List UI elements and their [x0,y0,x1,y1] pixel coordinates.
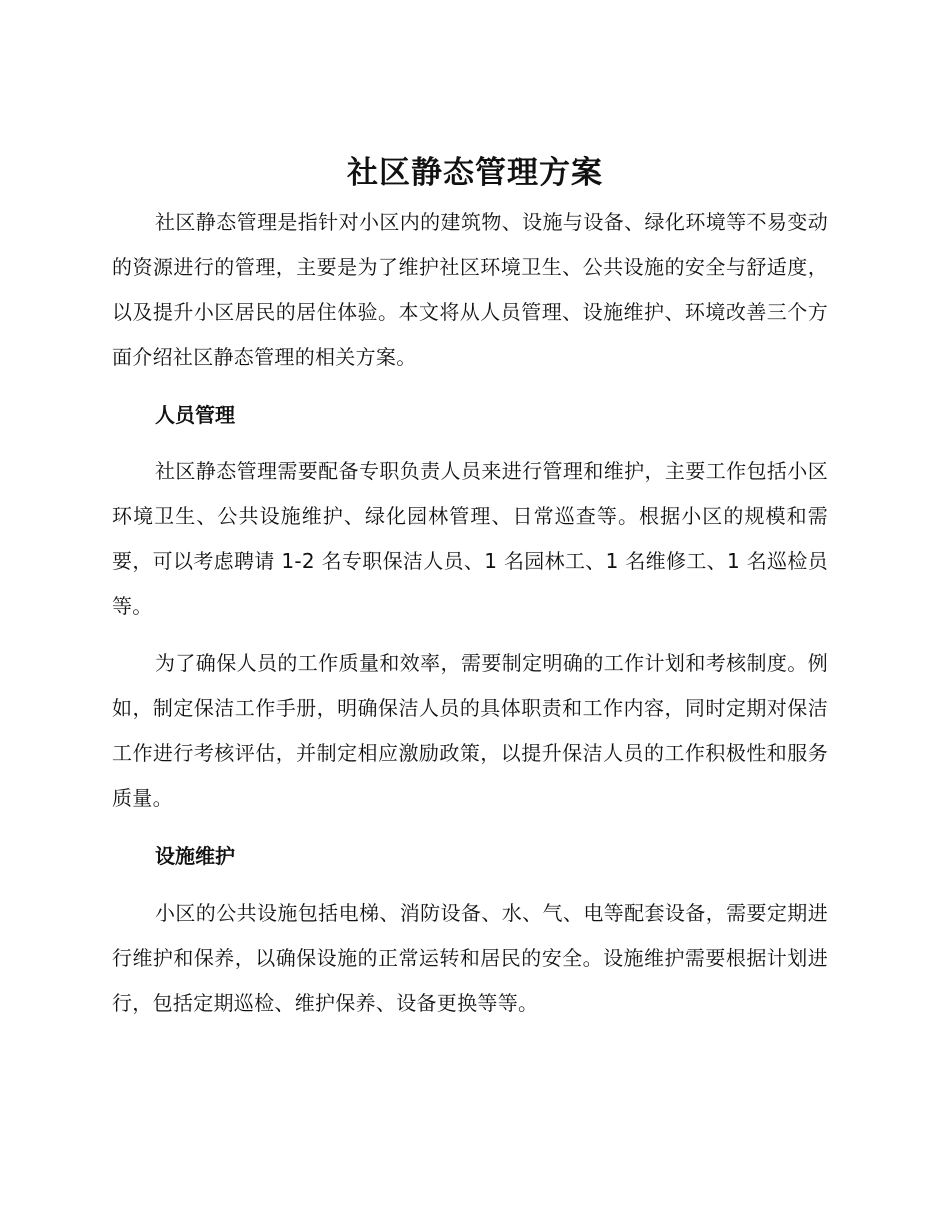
section-paragraph: 为了确保人员的工作质量和效率，需要制定明确的工作计划和考核制度。例如，制定保洁工作手册，明确保洁人员的具体职责和工作内容，同时定期对保洁工作进行考核评估，并制定相应激励政策，以提升保洁人员的工作积极性和服务质量。 [112,651,828,810]
document-title: 社区静态管理方案 [347,155,603,191]
section-heading-personnel: 人员管理 [155,403,235,427]
section-paragraph: 社区静态管理需要配备专职负责人员来进行管理和维护，主要工作包括小区环境卫生、公共设施维护、绿化园林管理、日常巡查等。根据小区的规模和需要，可以考虑聘请 1-2 名专职保洁人员、1 名园林工、1 名维修工、1 名巡检员等。 [112,459,828,618]
intro-paragraph: 社区静态管理是指针对小区内的建筑物、设施与设备、绿化环境等不易变动的资源进行的管理，主要是为了维护社区环境卫生、公共设施的安全与舒适度，以及提升小区居民的居住体验。本文将从人员管理、设施维护、环境改善三个方面介绍社区静态管理的相关方案。 [112,210,828,369]
section-heading-facilities: 设施维护 [155,844,235,868]
section-paragraph: 小区的公共设施包括电梯、消防设备、水、气、电等配套设备，需要定期进行维护和保养，以确保设施的正常运转和居民的安全。设施维护需要根据计划进行，包括定期巡检、维护保养、设备更换等等。 [112,901,828,1015]
